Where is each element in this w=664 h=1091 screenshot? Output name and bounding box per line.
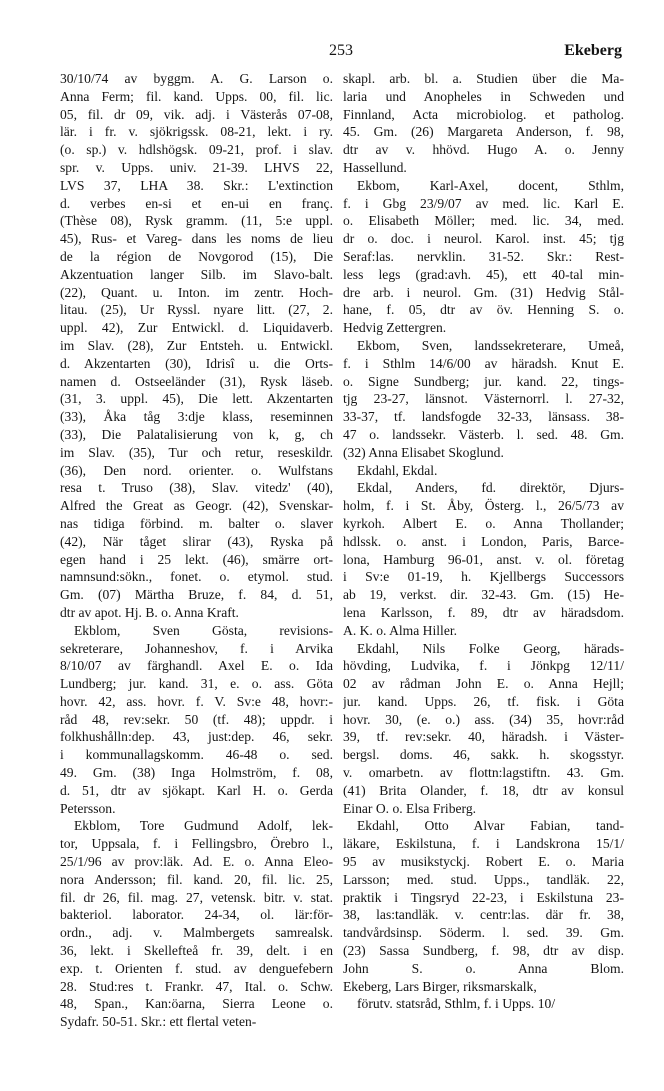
- text-line: uppl. 42), Zur Entwickl. d. Liquidaverb.: [60, 320, 333, 336]
- page-header: [60, 42, 622, 66]
- text-line: dre arb. i neurol. Gm. (31) Hedvig Stål-: [343, 284, 624, 300]
- page-number: 253: [329, 42, 353, 59]
- text-line: läkare, Eskilstuna, f. i Landskrona 15/1/: [343, 836, 624, 852]
- text-line: 95 av musikstyckj. Robert E. o. Maria: [343, 854, 624, 870]
- text-line: nas tidiga förbind. m. balter o. slaver: [60, 515, 333, 531]
- text-line: hdlssk. o. anst. i London, Paris, Barce-: [343, 533, 624, 549]
- text-line: tjg 23-27, länsnot. Västernorrl. l. 27-32,: [343, 391, 624, 407]
- text-line: dtr av apot. Hj. B. o. Anna Kraft.: [60, 604, 239, 620]
- text-line: 8/10/07 av färghandl. Axel E. o. Ida: [60, 658, 333, 674]
- text-line: 38, las:tandläk. v. centr:las. där fr. 38,: [343, 907, 624, 923]
- entry-heading-line: Ekblom, Tore Gudmund Adolf, lek-: [74, 818, 333, 834]
- text-line: d. verbes en-si et en-ui en franç.: [60, 195, 333, 211]
- text-line: 49. Gm. (38) Inga Holmström, f. 08,: [60, 765, 333, 781]
- text-line: Ekeberg, Lars Birger, riksmarskalk,: [343, 978, 537, 994]
- text-line: dr o. doc. i neurol. Karol. inst. 45; tjg: [343, 231, 624, 247]
- text-line: o. Elisabeth Möller; med. lic. 34, med.: [343, 213, 624, 229]
- text-line: Finnland, Acta microbiolog. et patholog.: [343, 106, 624, 122]
- text-line: bergsl. doms. 46, sakk. h. skogsstyr.: [343, 747, 624, 763]
- text-line: tandvårdsinsp. Söderm. l. sed. 39. Gm.: [343, 925, 624, 941]
- text-line: 48, Span., Kan:öarna, Sierra Leone o.: [60, 996, 333, 1012]
- entry-heading-line: Ekbom, Sven, landssekreterare, Umeå,: [357, 337, 624, 353]
- text-line: Alfred the Great as Geogr. (42), Svenskar-: [60, 498, 333, 514]
- text-line: spr. v. Upps. univ. 21-39. LHVS 22,: [60, 159, 333, 175]
- text-line: skapl. arb. bl. a. Studien über die Ma-: [343, 71, 624, 86]
- text-line: ab 19, verkst. dir. 32-43. Gm. (15) He-: [343, 587, 624, 603]
- text-line: egen hand i 25 lekt. (46), smärre ort-: [60, 551, 333, 567]
- entry-heading-line: Ekdahl, Otto Alvar Fabian, tand-: [357, 818, 624, 834]
- text-line: namnsund:sökn., fonet. o. etymol. stud.: [60, 569, 333, 585]
- text-line: tor, Uppsala, f. i Fellingsbro, Örebro l.,: [60, 836, 333, 852]
- text-line: resa t. Truso (38), Slav. vitedz' (40),: [60, 480, 333, 496]
- text-line: less legs (grad:avh. 45), ett 40-tal min-: [343, 266, 624, 282]
- left-column: [60, 70, 333, 1081]
- running-head: Ekeberg: [564, 42, 622, 59]
- text-line: 45), Rus- et Vareg- dans les noms de lieu: [60, 231, 333, 247]
- text-line: hovr. 30, (e. o.) ass. (34) 35, hovr:råd: [343, 711, 624, 727]
- text-line: holm, f. i St. Åby, Österg. l., 26/5/73 av: [343, 498, 624, 514]
- text-line: 28. Stud:res t. Frankr. 47, Ital. o. Schw.: [60, 978, 333, 994]
- text-line: ordn., adj. v. Malmbergets samrealsk.: [60, 925, 333, 941]
- text-line: (33), Die Palatalisierung von k, g, ch: [60, 426, 333, 442]
- text-line: lona, Hamburg 96-01, anst. v. ol. företag: [343, 551, 624, 567]
- text-line: 45. Gm. (26) Margareta Anderson, f. 98,: [343, 124, 624, 140]
- text-line: bakteriol. laborator. 24-34, ol. lär:för-: [60, 907, 333, 923]
- text-line: Gm. (07) Märtha Bruze, f. 84, d. 51,: [60, 587, 333, 603]
- text-line: Lundberg; jur. kand. 31, e. o. ass. Göta: [60, 676, 333, 692]
- text-line: (o. sp.) v. hdlshögsk. 09-21, prof. i slav.: [60, 142, 333, 158]
- entry-heading-line: Ekdal, Anders, fd. direktör, Djurs-: [357, 480, 624, 496]
- text-line: hövding, Ludvika, f. i Jönkpg 12/11/: [343, 658, 624, 674]
- text-line: 25/1/96 av prov:läk. Ad. E. o. Anna Eleo-: [60, 854, 333, 870]
- text-line: A. K. o. Alma Hiller.: [343, 622, 458, 638]
- text-line: exp. t. Orienten f. stud. av denguefebern: [60, 960, 333, 976]
- text-line: folkhushålln:dep. 43, just:dep. 46, sekr.: [60, 729, 333, 745]
- text-line: (23) Sassa Sundberg, f. 98, dtr av disp.: [343, 943, 624, 959]
- text-line: (36), Den nord. orienter. o. Wulfstans: [60, 462, 333, 478]
- entry-heading-line: Ekdahl, Nils Folke Georg, härads-: [357, 640, 624, 656]
- text-line: Einar O. o. Elsa Friberg.: [343, 800, 477, 816]
- text-line: 05, fil. dr 09, vik. adj. i Västerås 07-08,: [60, 106, 333, 122]
- text-line: hane, f. 05, dtr av öv. Henning S. o.: [343, 302, 624, 318]
- text-line: LVS 37, LHA 38. Skr.: L'extinction: [60, 177, 333, 193]
- entry-heading-line: Ekblom, Sven Gösta, revisions-: [74, 622, 333, 638]
- text-line: (22), Quant. u. Inton. im zentr. Hoch-: [60, 284, 333, 300]
- text-line: jur. kand. Upps. 26, tf. fisk. i Göta: [343, 693, 624, 709]
- text-line: (42), När tåget slirar (43), Ryska på: [60, 533, 333, 549]
- text-line: kyrkoh. Albert E. o. Anna Thollander;: [343, 515, 624, 531]
- text-line: Larsson; med. stud. Upps., tandläk. 22,: [343, 871, 624, 887]
- text-line: f. i Sthlm 14/6/00 av häradsh. Knut E.: [343, 355, 624, 371]
- text-line: råd 48, rev:sekr. 50 (tf. 48); uppdr. i: [60, 711, 333, 727]
- text-line: dtr av v. hhövd. Hugo A. o. Jenny: [343, 142, 624, 158]
- text-line: im Slav. (35), Tur och retur, reseskildr.: [60, 444, 333, 460]
- text-line: 33-37, tf. landsfogde 32-33, länsass. 38-: [343, 409, 624, 425]
- text-line: Sydafr. 50-51. Skr.: ett flertal veten-: [60, 1014, 257, 1030]
- text-line: i Sv:e 01-19, h. Kjellbergs Successors: [343, 569, 624, 585]
- text-line: sekreterare, Johanneshov, f. i Arvika: [60, 640, 333, 656]
- text-line: f. i Gbg 23/9/07 av med. lic. Karl E.: [343, 195, 624, 211]
- text-line: laria und Anopheles in Schweden und: [343, 88, 624, 104]
- entry-heading-line: förutv. statsråd, Sthlm, f. i Upps. 10/: [357, 996, 556, 1012]
- entry-heading-line: Ekdahl, Ekdal.: [357, 462, 438, 478]
- text-line: lär. i fr. v. sjökrigssk. 08-21, lekt. i ry.: [60, 124, 333, 140]
- text-line: hovr. 42, ass. hovr. f. V. Sv:e 48, hovr:-: [60, 693, 333, 709]
- text-line: fil. dr 26, fil. mag. 27, vetensk. bitr. v. stat.: [60, 889, 333, 905]
- text-line: de la région de Novgorod (15), Die: [60, 248, 333, 264]
- text-line: 39, tf. rev:sekr. 40, häradsh. i Väster-: [343, 729, 624, 745]
- entry-heading-line: Ekbom, Karl-Axel, docent, Sthlm,: [357, 177, 624, 193]
- text-line: Akzentuation langer Silb. im Slavo-balt.: [60, 266, 333, 282]
- text-line: (32) Anna Elisabet Skoglund.: [343, 444, 504, 460]
- text-line: d. Akzentarten (30), Idrisî u. die Orts-: [60, 355, 333, 371]
- text-line: 30/10/74 av byggm. A. G. Larson o.: [60, 71, 333, 86]
- text-line: 36, lekt. i Skellefteå fr. 39, delt. i en: [60, 943, 333, 959]
- text-line: Hassellund.: [343, 159, 407, 175]
- text-line: Hedvig Zettergren.: [343, 320, 447, 336]
- text-line: namen d. Ostseeländer (31), Rysk läseb.: [60, 373, 333, 389]
- text-line: litau. (25), Ur Ryssl. nyare litt. (27, 2.: [60, 302, 333, 318]
- text-line: im Slav. (28), Zur Entsteh. u. Entwickl.: [60, 337, 333, 353]
- text-line: (31, 3. uppl. 45), Die lett. Akzentarten: [60, 391, 333, 407]
- text-line: 02 av rådman John E. o. Anna Hejll;: [343, 676, 624, 692]
- right-column: [343, 70, 624, 1081]
- text-line: (33), Åka tåg 3:dje klass, reseminnen: [60, 409, 333, 425]
- text-line: (Thèse 08), Rysk gramm. (11, 5:e uppl.: [60, 213, 333, 229]
- text-line: Anna Ferm; fil. kand. Upps. 00, fil. lic.: [60, 88, 333, 104]
- text-line: (41) Brita Olander, f. 18, dtr av konsul: [343, 782, 624, 798]
- text-line: praktik i Tingsryd 22-23, i Eskilstuna 23-: [343, 889, 624, 905]
- text-line: lena Karlsson, f. 89, dtr av häradsdom.: [343, 604, 624, 620]
- text-line: v. omarbetn. av flottn:lagstiftn. 43. Gm.: [343, 765, 624, 781]
- text-line: d. 51, dtr av sjökapt. Karl H. o. Gerda: [60, 782, 333, 798]
- text-line: John S. o. Anna Blom.: [343, 960, 624, 976]
- text-line: i kommunallagskomm. 46-48 o. sed.: [60, 747, 333, 763]
- text-line: 47 o. landssekr. Västerb. l. sed. 48. Gm.: [343, 426, 624, 442]
- text-line: Petersson.: [60, 800, 116, 816]
- text-line: o. Signe Sundberg; jur. kand. 22, tings-: [343, 373, 624, 389]
- text-line: Seraf:las. nervklin. 31-52. Skr.: Rest-: [343, 248, 624, 264]
- text-line: nora Andersson; fil. kand. 20, fil. lic. 25,: [60, 871, 333, 887]
